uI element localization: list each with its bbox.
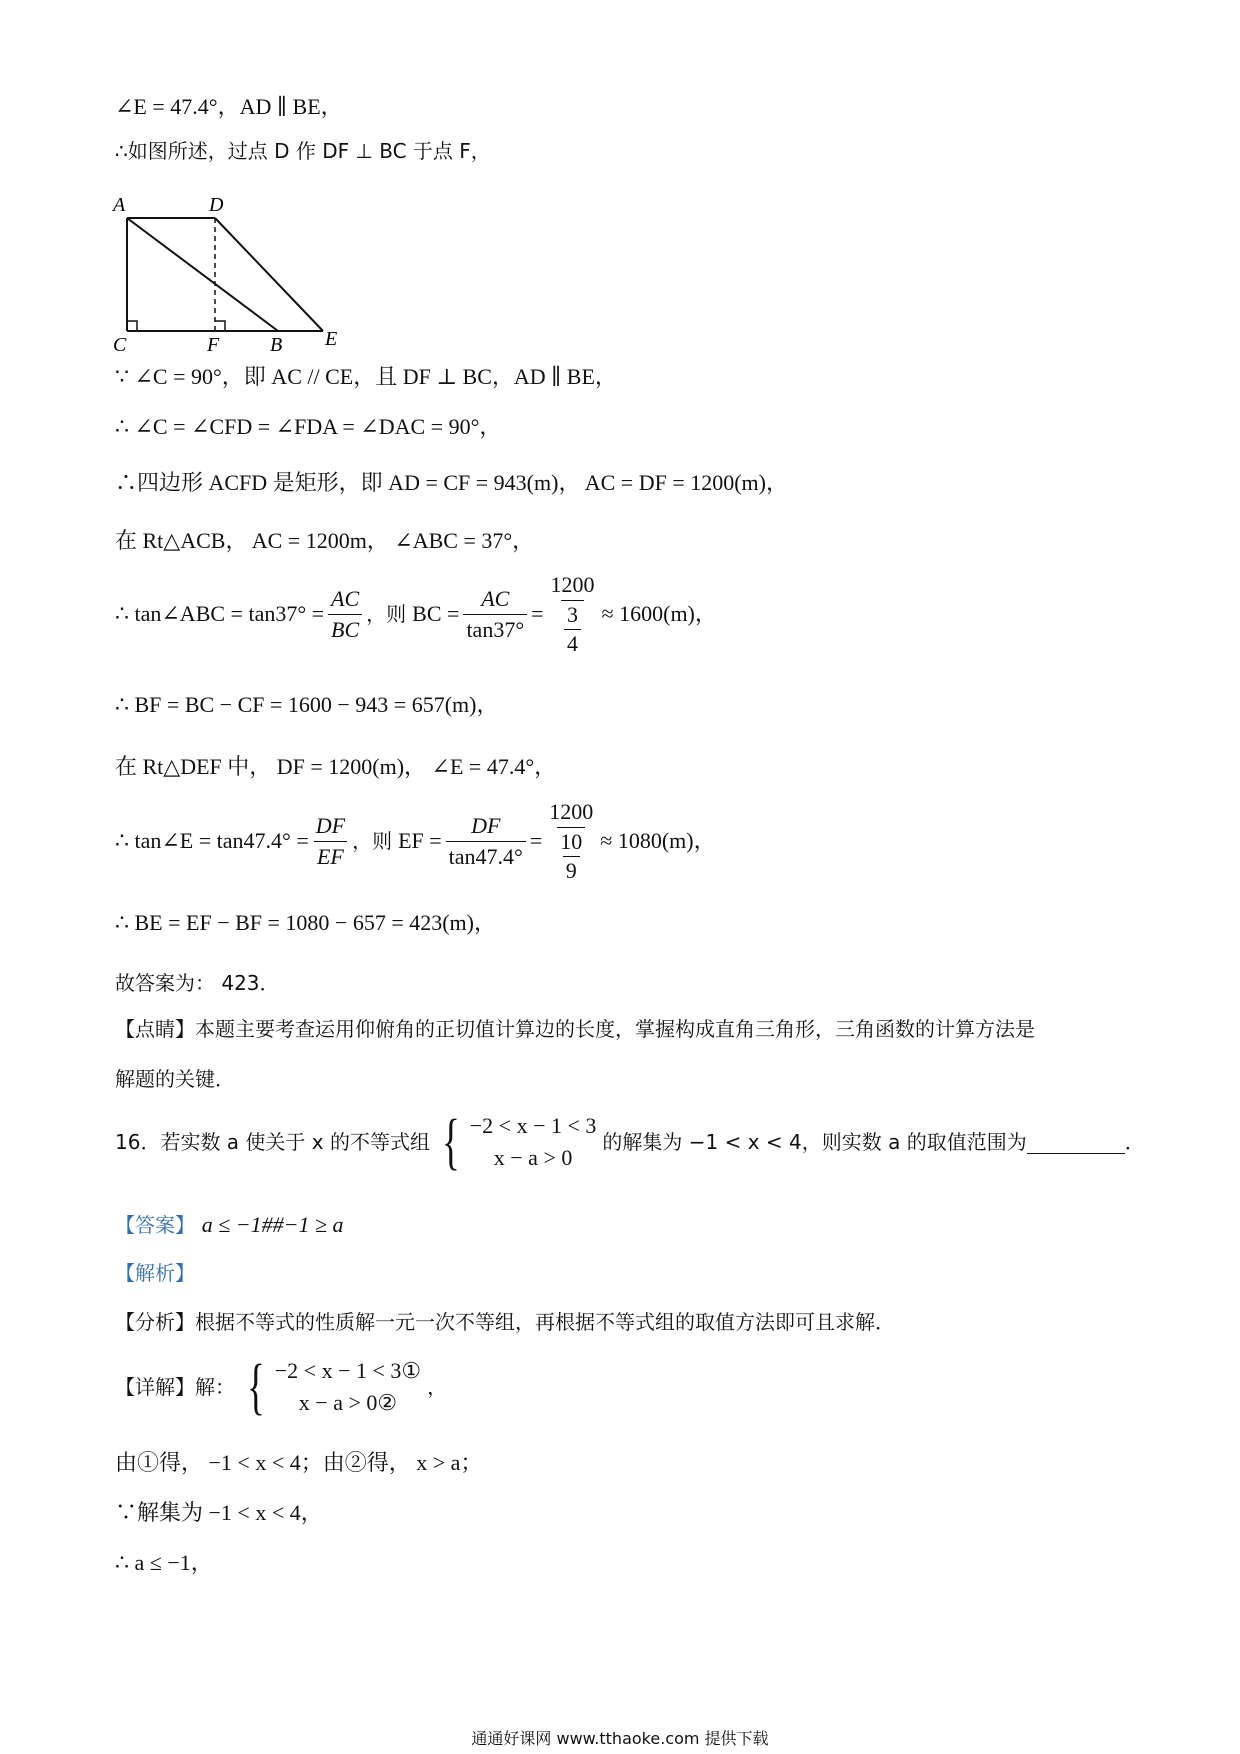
- label-B: B: [270, 334, 283, 353]
- text-line: ∴ BE = EF − BF = 1080 − 657 = 423(m)，: [115, 910, 496, 935]
- inequality-row: x − a > 0②: [298, 1390, 398, 1415]
- label-A: A: [113, 194, 126, 216]
- text-line: ∵ ∠C = 90°，即 AC // CE，且 DF ⊥ BC，AD ∥ BE，: [115, 364, 617, 389]
- brace: {: [246, 1353, 265, 1421]
- text-line: 在 Rt△DEF 中， DF = 1200(m)， ∠E = 47.4°，: [115, 754, 557, 779]
- label-C: C: [113, 334, 127, 353]
- eq-result: ≈ 1600(m): [601, 601, 695, 626]
- denominator: tan37°: [463, 614, 527, 645]
- fraction: [328, 584, 362, 645]
- eq-mid: ，则: [366, 602, 407, 626]
- eq-prefix: ∴ tan∠ABC = tan37° =: [115, 601, 325, 626]
- answer-label: 【答案】: [115, 1213, 195, 1237]
- commentary-line: 解题的关键．: [115, 1067, 235, 1091]
- label-D: D: [209, 194, 224, 216]
- numerator: 1200: [549, 799, 594, 824]
- right-angle-mark-C: [127, 321, 137, 331]
- label-F: F: [207, 334, 220, 353]
- numerator: AC: [481, 585, 510, 611]
- denominator: BC: [328, 614, 362, 645]
- detail-tail: ，: [427, 1375, 448, 1399]
- segment-DE: [215, 218, 323, 331]
- denominator: EF: [314, 841, 347, 872]
- compound-fraction: [546, 797, 596, 885]
- inner-denominator: 4: [564, 629, 581, 658]
- eq-lhs: EF =: [398, 828, 442, 853]
- equation-tan-abc: [115, 570, 717, 658]
- numerator: DF: [471, 812, 501, 838]
- eq-sign: =: [531, 601, 544, 626]
- answer-blank: [1027, 1131, 1125, 1154]
- inequality-system: [436, 1110, 596, 1174]
- answer-line: [115, 1210, 344, 1240]
- text-line: 由①得， −1 < x < 4；由②得， x > a；: [115, 1450, 483, 1475]
- denominator: tan47.4°: [446, 841, 526, 872]
- detail-label: 【详解】解：: [115, 1375, 235, 1399]
- text-line: ∠E = 47.4°，AD ∥ BE，: [115, 94, 343, 119]
- analysis-line: 【分析】根据不等式的性质解一元一次不等组，再根据不等式组的取值方法即可且求解．: [115, 1310, 895, 1334]
- numerator: 1200: [550, 572, 595, 597]
- eq-sign: =: [529, 828, 543, 853]
- label-E: E: [325, 328, 338, 350]
- fraction: [446, 811, 526, 872]
- text-line: 故答案为： 423．: [115, 971, 280, 995]
- brace: {: [441, 1108, 460, 1176]
- numerator: DF: [315, 812, 346, 838]
- inequality-row: −2 < x − 1 < 3: [469, 1113, 597, 1138]
- question-stem-cont: 的解集为 −1 < x < 4，则实数 a 的取值范围为: [602, 1130, 1027, 1154]
- segment-AB: [127, 218, 278, 331]
- inequality-row: −2 < x − 1 < 3①: [274, 1358, 422, 1383]
- question-end: ．: [1124, 1130, 1145, 1154]
- fraction: [463, 584, 527, 645]
- text-line: ∴四边形 ACFD 是矩形，即 AD = CF = 943(m)， AC = DF = 1200(m)，: [115, 470, 788, 495]
- equation-tan-e: [115, 797, 716, 885]
- right-angle-mark-F: [215, 321, 225, 331]
- compound-fraction: [548, 570, 598, 658]
- text-line: ∴ a ≤ −1，: [115, 1550, 213, 1575]
- eq-tail: ，: [694, 601, 717, 626]
- fraction: [313, 811, 348, 872]
- answer-value: a ≤ −1##−1 ≥ a: [201, 1212, 344, 1237]
- eq-prefix: ∴ tan∠E = tan47.4° =: [115, 828, 309, 853]
- text-line: ∵解集为 −1 < x < 4，: [115, 1500, 323, 1525]
- denominator: [561, 600, 584, 658]
- inequality-system: [241, 1355, 421, 1419]
- page-footer: 通通好课网 www.tthaoke.com 提供下载: [471, 1729, 769, 1748]
- detailed-solution: [115, 1355, 447, 1419]
- inner-numerator: 3: [567, 602, 579, 627]
- text-line: ∴ ∠C = ∠CFD = ∠FDA = ∠DAC = 90°，: [115, 414, 502, 439]
- numerator: AC: [331, 585, 360, 611]
- question-16: [115, 1110, 1145, 1174]
- analysis-label: 【解析】: [115, 1261, 195, 1285]
- inner-numerator: 10: [560, 829, 583, 854]
- eq-result: ≈ 1080(m): [600, 828, 694, 853]
- text-line: ∴如图所述，过点 D 作 DF ⊥ BC 于点 F，: [115, 139, 491, 163]
- text-line: ∴ BF = BC − CF = 1600 − 943 = 657(m)，: [115, 692, 499, 717]
- denominator: [557, 827, 585, 885]
- question-stem: 16．若实数 a 使关于 x 的不等式组: [115, 1130, 430, 1154]
- eq-lhs: BC =: [412, 601, 460, 626]
- text-line: 在 Rt△ACB， AC = 1200m， ∠ABC = 37°，: [115, 528, 535, 553]
- trapezoid-figure: [105, 183, 355, 353]
- inequality-row: x − a > 0: [493, 1145, 573, 1170]
- inner-denominator: 9: [563, 856, 580, 885]
- eq-tail: ，: [693, 828, 716, 853]
- commentary-line: 【点睛】本题主要考查运用仰俯角的正切值计算边的长度，掌握构成直角三角形，三角函数的计算方法是: [115, 1017, 1035, 1041]
- eq-mid: ，则: [352, 829, 393, 853]
